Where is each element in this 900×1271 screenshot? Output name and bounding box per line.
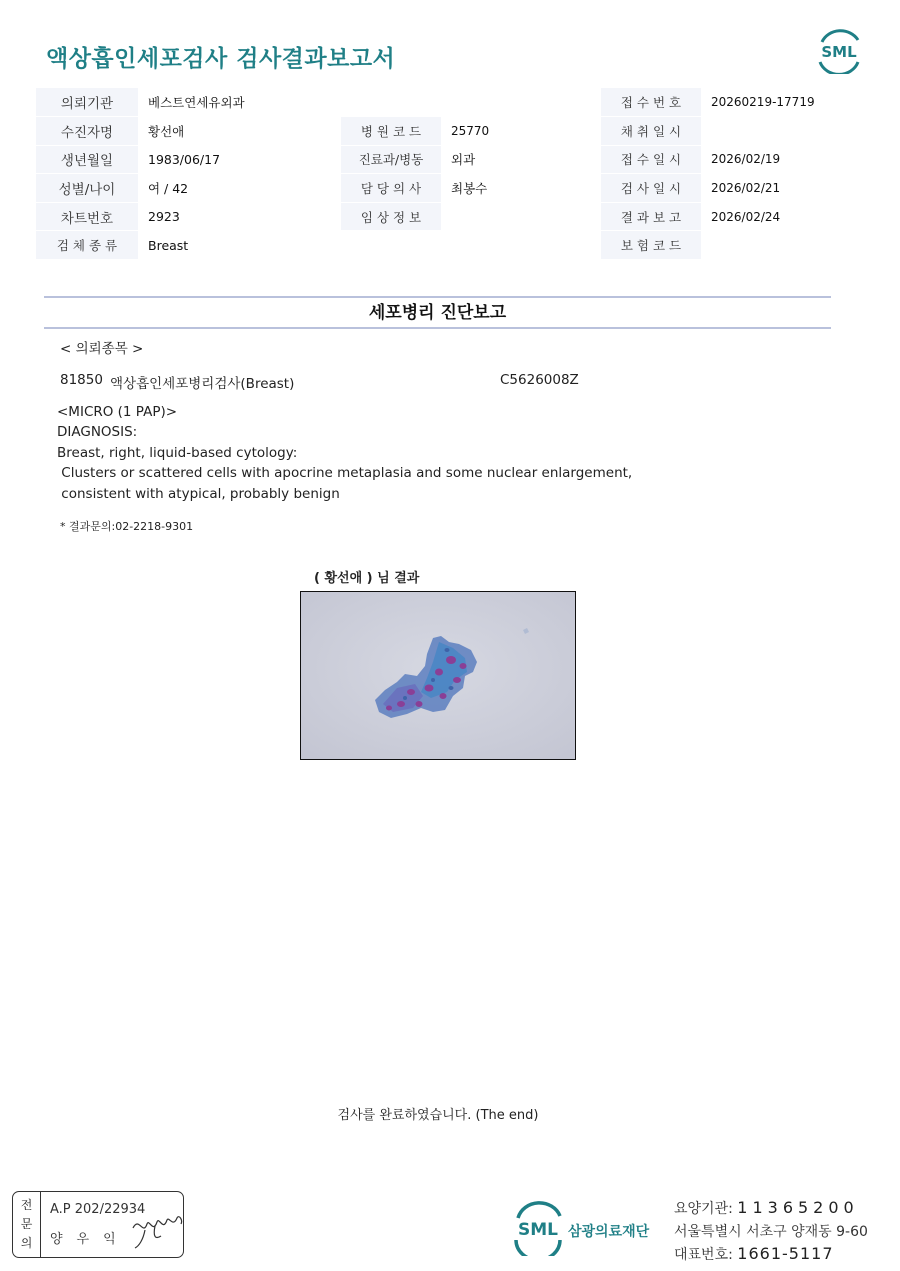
table-row: [36, 145, 864, 174]
info-value: 2923: [138, 202, 341, 231]
order-header: < 의뢰종목 >: [60, 341, 144, 357]
info-value: [441, 202, 601, 231]
micro-header: <MICRO (1 PAP)>: [57, 404, 178, 420]
info-label: 병 원 코 드: [341, 117, 441, 146]
sml-logo-icon: [510, 1200, 566, 1256]
order-code: 81850: [60, 372, 103, 388]
phone-number: 1661-5117: [737, 1244, 834, 1263]
info-label: 수진자명: [36, 117, 138, 146]
inquiry-phone: * 결과문의:02-2218-9301: [60, 520, 194, 533]
info-label: 임 상 정 보: [341, 202, 441, 231]
info-value: 황선애: [138, 117, 341, 146]
info-value: 최봉수: [441, 174, 601, 203]
info-value: 20260219-17719: [701, 88, 864, 117]
info-label: 생년월일: [36, 145, 138, 174]
table-row: [36, 202, 864, 231]
info-label: 차트번호: [36, 202, 138, 231]
signature-icon: [131, 1206, 184, 1250]
info-label: 의뢰기관: [36, 88, 138, 117]
agency-code: 11365200: [737, 1198, 859, 1217]
info-value: 1983/06/17: [138, 145, 341, 174]
info-value: 2026/02/24: [701, 202, 864, 231]
info-value: 25770: [441, 117, 601, 146]
phone-line: 대표번호: 1661-5117: [674, 1244, 834, 1263]
order-name: 액상흡인세포병리검사(Breast): [110, 376, 295, 392]
info-label: 결 과 보 고: [601, 202, 701, 231]
cell-cluster-icon: [301, 592, 576, 760]
table-row: [36, 231, 864, 260]
diagnosis-label: DIAGNOSIS:: [57, 424, 138, 440]
info-value: Breast: [138, 231, 341, 260]
svg-text:SML: SML: [821, 43, 857, 61]
cytology-image: [300, 591, 576, 760]
info-label: 보 험 코 드: [601, 231, 701, 260]
info-value: 베스트연세유외과: [138, 88, 341, 117]
info-value: [701, 231, 864, 260]
doctor-name: 양우익: [50, 1232, 130, 1247]
section-divider: [44, 327, 831, 329]
info-label: 담 당 의 사: [341, 174, 441, 203]
order-id: C5626008Z: [500, 372, 579, 388]
table-row: [36, 88, 864, 117]
patient-info-table: [36, 88, 864, 260]
table-row: [36, 174, 864, 203]
info-label: [341, 231, 441, 260]
image-caption: ( 황선애 ) 님 결과: [314, 571, 420, 586]
info-label: 성별/나이: [36, 174, 138, 203]
license-number: A.P 202/22934: [50, 1202, 146, 1217]
info-label: 검 사 일 시: [601, 174, 701, 203]
diagnosis-line: consistent with atypical, probably benign: [57, 486, 340, 502]
sml-logo-icon: [814, 28, 864, 74]
info-value: [441, 88, 601, 117]
info-value: [441, 231, 601, 260]
info-label: 검 체 종 류: [36, 231, 138, 260]
info-value: 2026/02/21: [701, 174, 864, 203]
table-row: [36, 117, 864, 146]
info-value: 외과: [441, 145, 601, 174]
info-label: 채 취 일 시: [601, 117, 701, 146]
organization-name: 삼광의료재단: [568, 1224, 650, 1240]
document-title: 액상흡인세포검사 검사결과보고서: [46, 46, 396, 72]
info-value: 2026/02/19: [701, 145, 864, 174]
section-title: 세포병리 진단보고: [368, 303, 507, 323]
address: 서울특별시 서초구 양재동 9-60: [674, 1224, 868, 1240]
info-value: 여 / 42: [138, 174, 341, 203]
diagnosis-site: Breast, right, liquid-based cytology:: [57, 445, 298, 461]
info-label: 접 수 일 시: [601, 145, 701, 174]
svg-text:SML: SML: [518, 1220, 558, 1240]
agency-code-line: 요양기관: 11365200: [674, 1198, 859, 1217]
doctor-stamp: [12, 1191, 184, 1258]
info-label: 진료과/병동: [341, 145, 441, 174]
info-label: [341, 88, 441, 117]
info-label: 접 수 번 호: [601, 88, 701, 117]
end-text: 검사를 완료하였습니다. (The end): [337, 1108, 539, 1123]
stamp-side-label: 전 문 의: [13, 1192, 41, 1257]
diagnosis-line: Clusters or scattered cells with apocrine metaplasia and some nuclear enlargement,: [57, 465, 633, 481]
info-value: [701, 117, 864, 146]
